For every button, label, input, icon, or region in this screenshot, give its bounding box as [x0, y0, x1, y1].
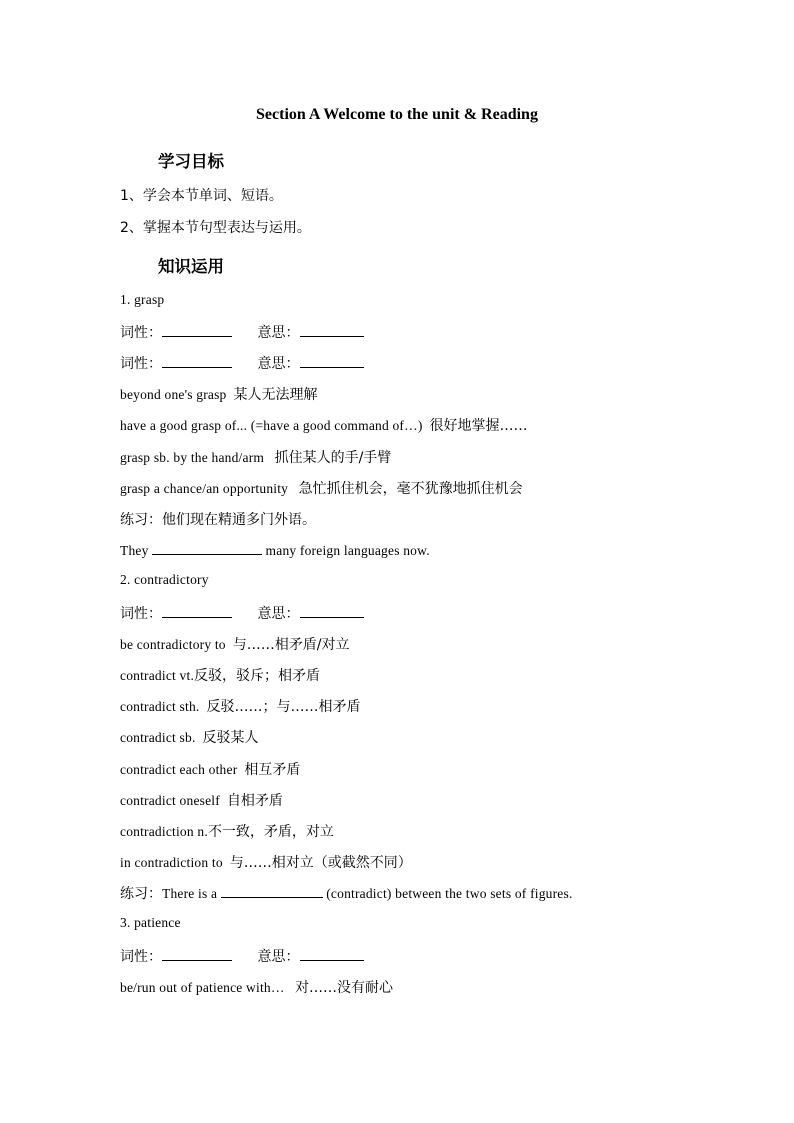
phrase-line: in contradiction to 与……相对立（或截然不同）: [120, 855, 412, 871]
pos-meaning-row: [120, 946, 364, 966]
phrase-line: contradict vt.反驳，驳斥；相矛盾: [120, 668, 321, 684]
meaning-label: 意思：: [257, 606, 300, 622]
word-header-grasp: 1. grasp: [120, 292, 165, 307]
heading-learning-goals: 学习目标: [158, 152, 224, 171]
pos-label: 词性：: [120, 949, 162, 965]
phrase-line: contradict oneself 自相矛盾: [120, 793, 283, 809]
practice-prompt: 练习：他们现在精通多门外语。: [120, 512, 316, 528]
pos-blank[interactable]: [162, 323, 232, 337]
goal-item-2: 2、掌握本节句型表达与运用。: [120, 220, 311, 236]
phrase-line: contradict sth. 反驳……；与……相矛盾: [120, 699, 361, 715]
meaning-blank[interactable]: [300, 604, 364, 618]
pos-blank[interactable]: [162, 354, 232, 368]
pos-blank[interactable]: [162, 604, 232, 618]
pos-meaning-row: [120, 353, 364, 373]
pos-label: 词性：: [120, 356, 162, 372]
meaning-blank[interactable]: [300, 947, 364, 961]
answer-blank[interactable]: [152, 541, 262, 555]
meaning-blank[interactable]: [300, 323, 364, 337]
meaning-blank[interactable]: [300, 354, 364, 368]
pos-meaning-row: [120, 322, 364, 342]
phrase-line: be/run out of patience with… 对……没有耐心: [120, 980, 394, 996]
heading-knowledge-application: 知识运用: [158, 257, 224, 276]
pos-blank[interactable]: [162, 947, 232, 961]
practice-sentence: They many foreign languages now.: [120, 543, 430, 558]
practice-sentence: 练习：There is a (contradict) between the two sets of figures.: [120, 886, 573, 902]
goal-item-1: 1、学会本节单词、短语。: [120, 188, 283, 204]
phrase-line: grasp sb. by the hand/arm 抓住某人的手/手臂: [120, 450, 392, 466]
meaning-label: 意思：: [257, 325, 300, 341]
phrase-line: have a good grasp of... (=have a good command of…) 很好地掌握……: [120, 418, 528, 434]
pos-label: 词性：: [120, 325, 162, 341]
phrase-line: beyond one's grasp 某人无法理解: [120, 387, 318, 403]
phrase-line: contradict each other 相互矛盾: [120, 762, 301, 778]
phrase-line: grasp a chance/an opportunity 急忙抓住机会，毫不犹豫地抓住机会: [120, 481, 523, 497]
word-header-contradictory: 2. contradictory: [120, 572, 209, 587]
phrase-line: be contradictory to 与……相矛盾/对立: [120, 637, 350, 653]
answer-blank[interactable]: [221, 884, 323, 898]
pos-meaning-row: [120, 603, 364, 623]
page-title: Section A Welcome to the unit & Reading: [256, 106, 538, 123]
word-header-patience: 3. patience: [120, 915, 181, 930]
meaning-label: 意思：: [257, 356, 300, 372]
phrase-line: contradiction n.不一致，矛盾，对立: [120, 824, 334, 840]
pos-label: 词性：: [120, 606, 162, 622]
meaning-label: 意思：: [257, 949, 300, 965]
phrase-line: contradict sb. 反驳某人: [120, 730, 259, 746]
